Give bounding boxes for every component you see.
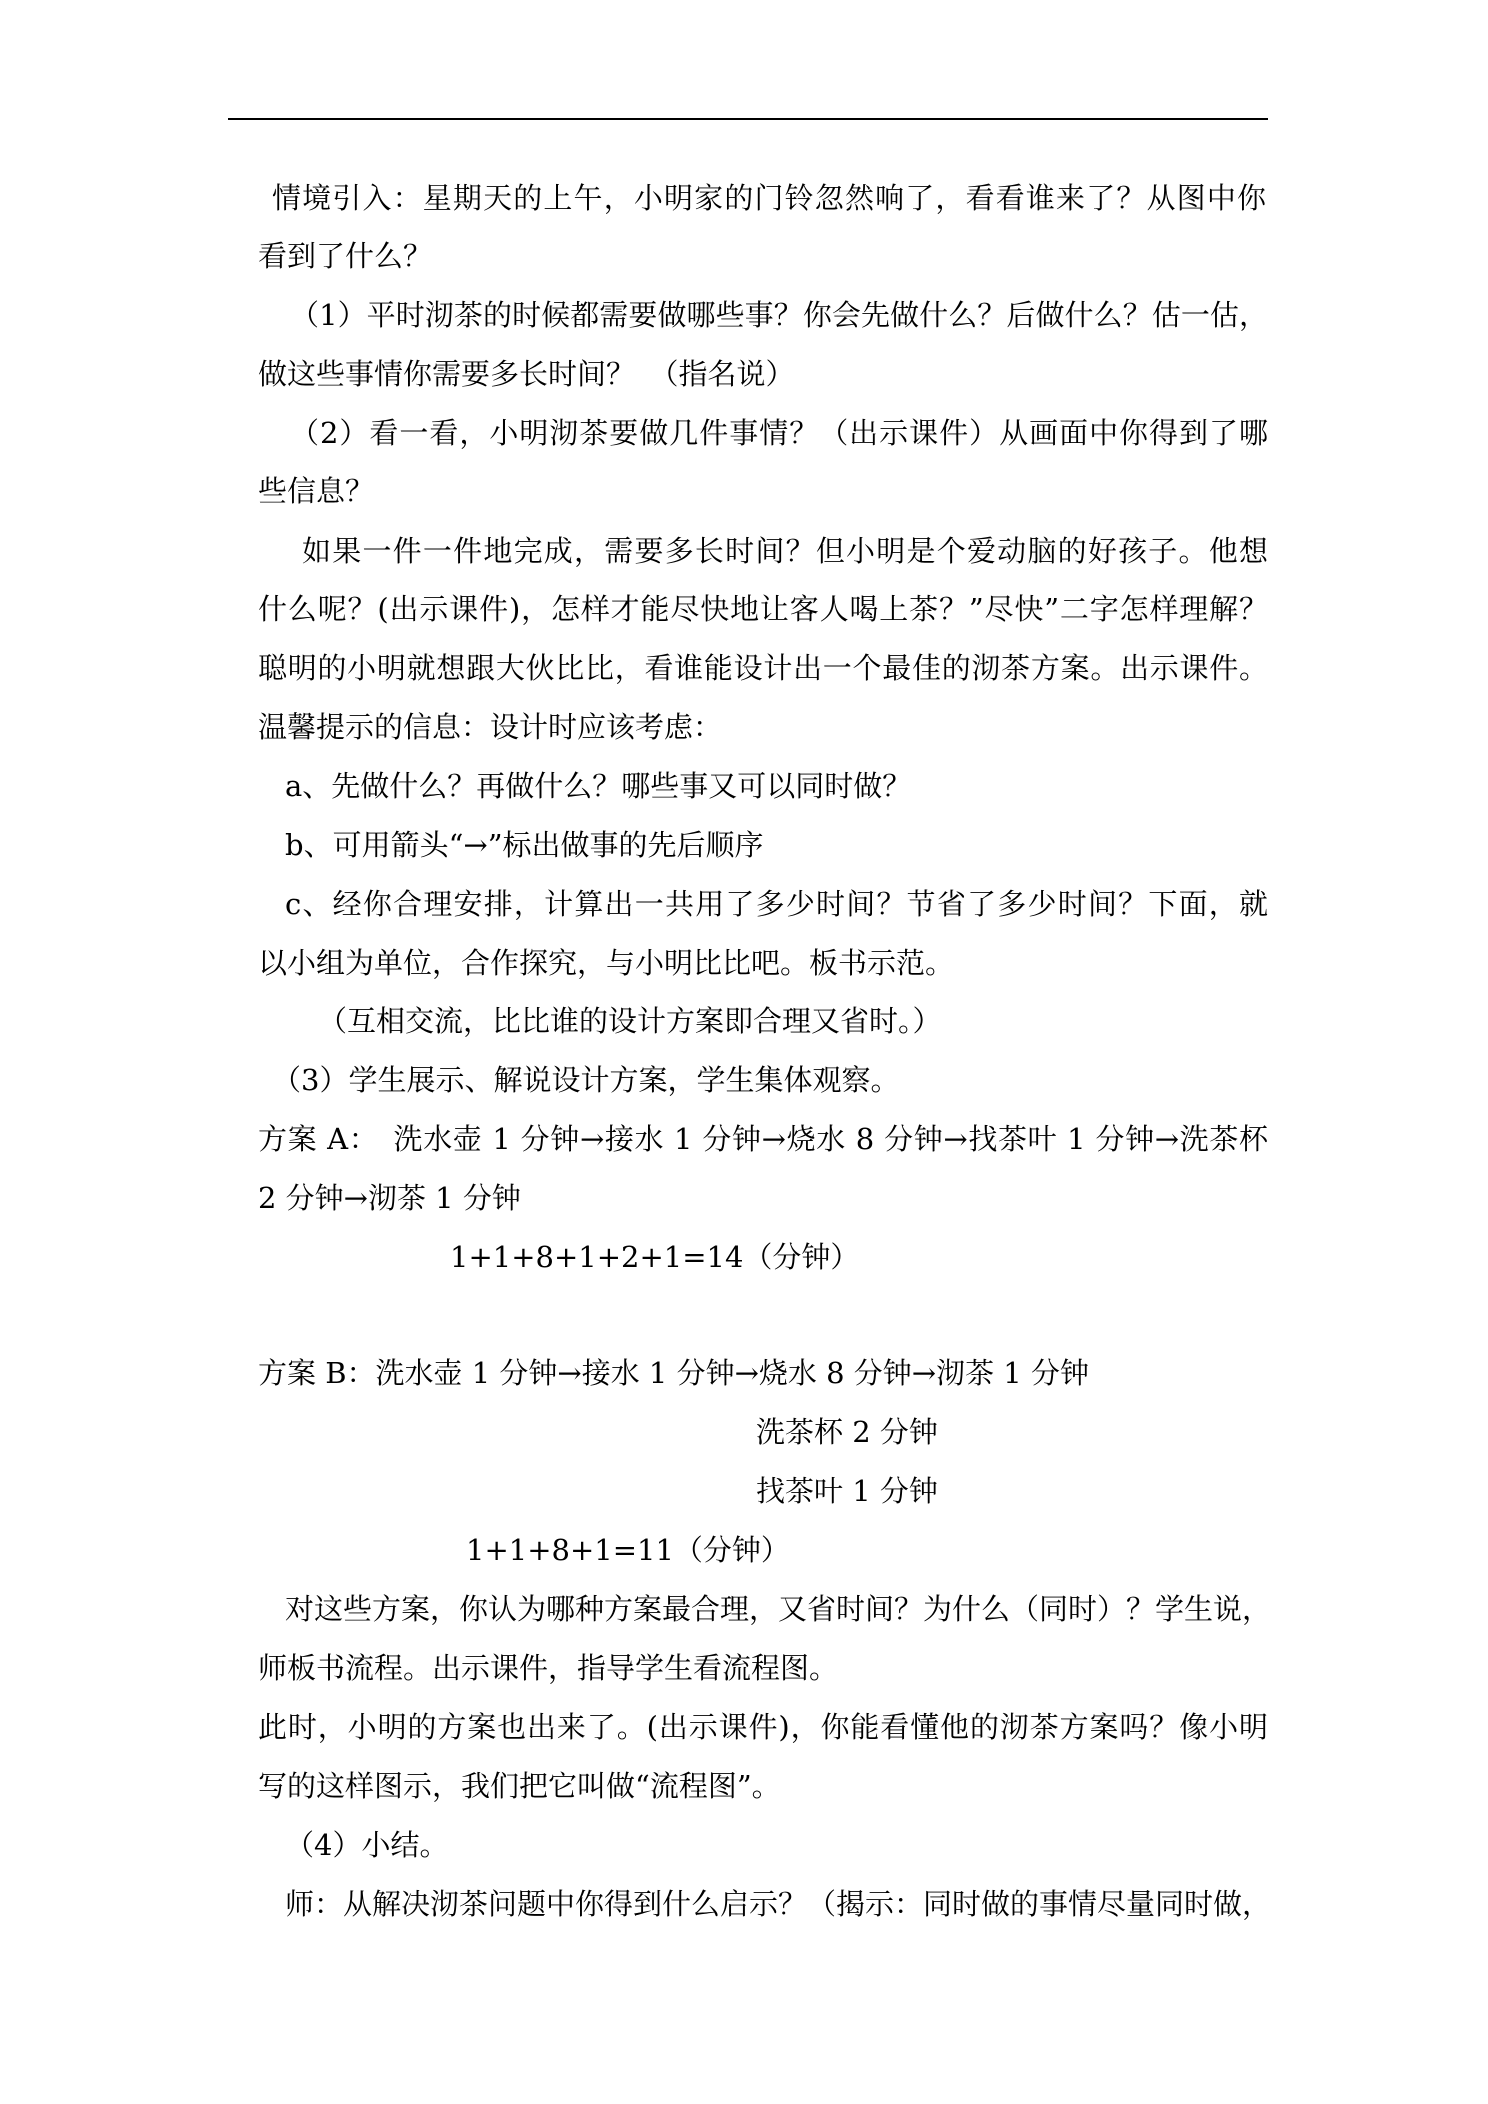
plan-b-parallel-2: 找茶叶 1 分钟 <box>756 1474 938 1508</box>
hint-b: b、可用箭头“→”标出做事的先后顺序 <box>285 828 764 862</box>
intro-line-1: 情境引入：星期天的上午，小明家的门铃忽然响了，看看谁来了？从图中你 <box>272 181 1266 215</box>
question-1-line-1: （1）平时沏茶的时候都需要做哪些事？你会先做什么？后做什么？估一估， <box>290 298 1268 332</box>
paragraph-3-line-2: 什么呢？(出示课件)，怎样才能尽快地让客人喝上茶？”尽快”二字怎样理解？ <box>258 592 1268 626</box>
plan-b-formula: 1+1+8+1=11（分钟） <box>466 1533 790 1567</box>
question-4: （4）小结。 <box>285 1828 449 1862</box>
question-3: （3）学生展示、解说设计方案，学生集体观察。 <box>272 1063 900 1097</box>
plan-b-parallel-1: 洗茶杯 2 分钟 <box>756 1415 938 1449</box>
intro-line-2: 看到了什么？ <box>258 239 433 273</box>
discussion-line-2: 师板书流程。出示课件，指导学生看流程图。 <box>258 1651 839 1685</box>
paragraph-3-line-3: 聪明的小明就想跟大伙比比，看谁能设计出一个最佳的沏茶方案。出示课件。 <box>258 651 1268 685</box>
question-1-line-2: 做这些事情你需要多长时间？ （指名说） <box>258 357 795 391</box>
flowchart-line-1: 此时，小明的方案也出来了。(出示课件)，你能看懂他的沏茶方案吗？像小明 <box>258 1710 1268 1744</box>
teacher-line: 师：从解决沏茶问题中你得到什么启示？（揭示：同时做的事情尽量同时做， <box>285 1887 1272 1921</box>
hint-c-line-1: c、经你合理安排，计算出一共用了多少时间？节省了多少时间？下面，就 <box>285 887 1268 921</box>
paragraph-3-line-1: 如果一件一件地完成，需要多长时间？但小明是个爱动脑的好孩子。他想 <box>302 534 1268 568</box>
discussion-line-1: 对这些方案，你认为哪种方案最合理，又省时间？为什么（同时）？学生说， <box>285 1592 1272 1626</box>
flowchart-line-2: 写的这样图示，我们把它叫做“流程图”。 <box>258 1769 781 1803</box>
plan-a-line-1: 方案 A： 洗水壶 1 分钟→接水 1 分钟→烧水 8 分钟→找茶叶 1 分钟→洗茶杯 <box>258 1122 1268 1156</box>
hint-a: a、先做什么？再做什么？哪些事又可以同时做？ <box>285 769 912 803</box>
paragraph-3-line-4: 温馨提示的信息：设计时应该考虑： <box>258 710 723 744</box>
plan-b-line: 方案 B：洗水壶 1 分钟→接水 1 分钟→烧水 8 分钟→沏茶 1 分钟 <box>258 1356 1089 1390</box>
question-2-line-1: （2）看一看，小明沏茶要做几件事情？（出示课件）从画面中你得到了哪 <box>290 416 1268 450</box>
header-rule <box>228 118 1268 120</box>
hint-c-line-2: 以小组为单位，合作探究，与小明比比吧。板书示范。 <box>258 946 955 980</box>
plan-a-line-2: 2 分钟→沏茶 1 分钟 <box>258 1181 521 1215</box>
question-2-line-2: 些信息？ <box>258 474 375 508</box>
plan-a-formula: 1+1+8+1+2+1=14（分钟） <box>450 1240 860 1274</box>
exchange-note: （互相交流，比比谁的设计方案即合理又省时。） <box>318 1004 942 1038</box>
